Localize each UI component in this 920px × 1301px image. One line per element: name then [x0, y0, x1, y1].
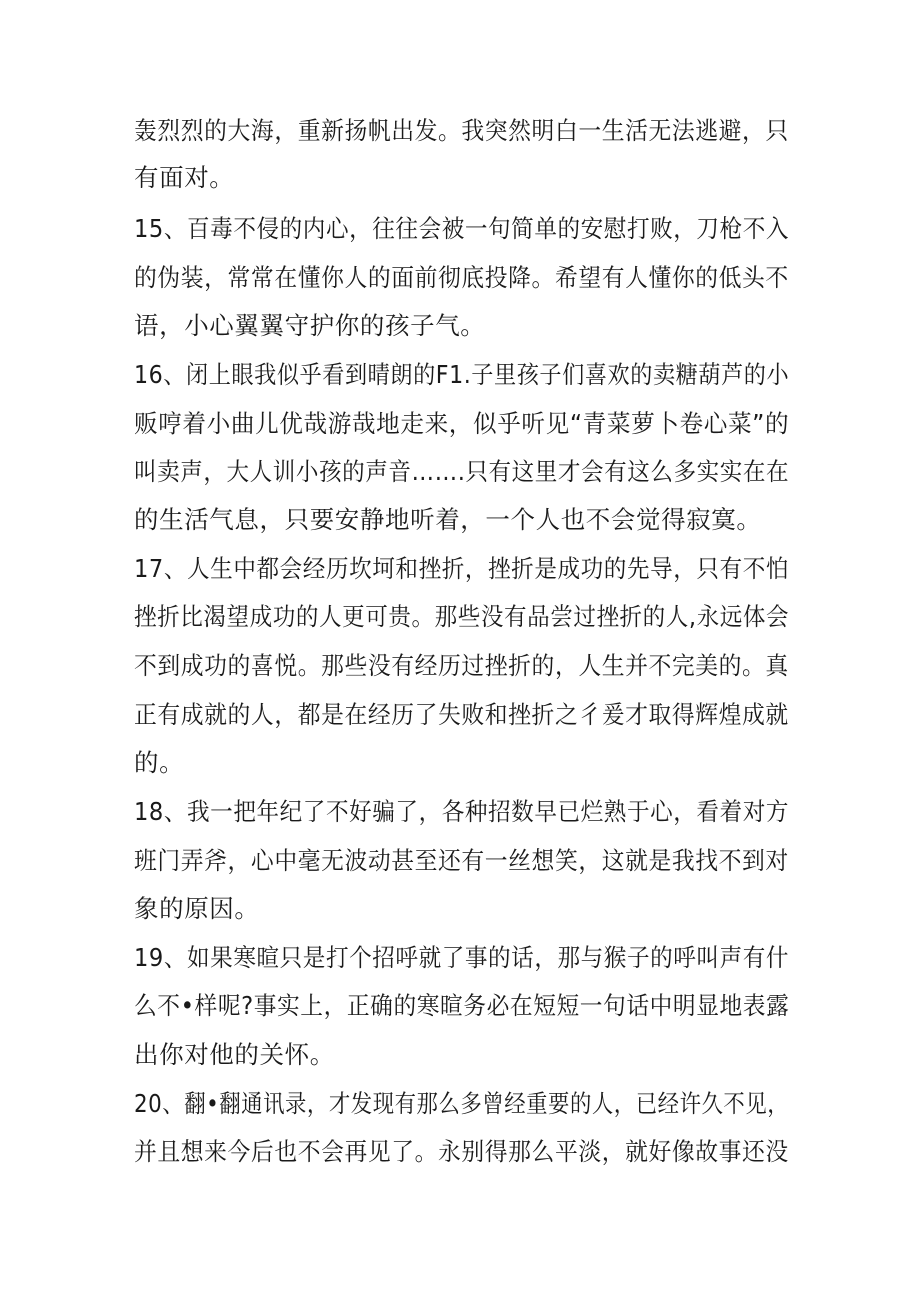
text-line: 语，小心翼翼守护你的孩子气。 [134, 311, 486, 340]
text-line: 班门弄斧，心中毫无波动甚至还有一丝想笑，这就是我找不到对 [134, 846, 789, 875]
text-line: 贩哼着小曲儿优哉游哉地走来，似乎听见“青菜萝卜卷心菜”的 [134, 409, 790, 438]
text-line: 并且想来今后也不会再见了。永别得那么平淡，就好像故事还没 [134, 1137, 789, 1166]
text-line: 么不•样呢?事实上，正确的寒暄务必在短短一句话中明显地表露 [134, 991, 790, 1020]
text-line: 叫卖声，大人训小孩的声音…….只有这里才会有这么多实实在在 [134, 457, 790, 486]
text-line: 20、翻•翻通讯录，才发现有那么多曾经重要的人，已经许久不见， [134, 1089, 790, 1118]
text-line: 轰烈烈的大海，重新扬帆出发。我突然明白一生活无法逃避，只 [134, 116, 789, 145]
text-line: 有面对。 [134, 163, 235, 192]
text-line: 19、如果寒暄只是打个招呼就了事的话，那与猴子的呼叫声有什 [134, 943, 790, 972]
text-line: 出你对他的关怀。 [134, 1040, 335, 1069]
text-line: 的伪装，常常在懂你人的面前彻底投降。希望有人懂你的低头不 [134, 263, 789, 292]
text-line: 的生活气息，只要安静地听着，一个人也不会觉得寂寞。 [134, 505, 762, 534]
text-line: 不到成功的喜悦。那些没有经历过挫折的，人生并不完美的。真 [134, 651, 789, 680]
text-line: 17、人生中都会经历坎坷和挫折，挫折是成功的先导，只有不怕 [134, 554, 790, 583]
text-line: 正有成就的人，都是在经历了失败和挫折之彳爰才取得辉煌成就 [134, 700, 789, 729]
text-line: 的。 [134, 748, 185, 777]
text-line: 18、我一把年纪了不好骗了，各种招数早已烂熟于心，看着对方 [134, 797, 790, 826]
text-line: 象的原因。 [134, 894, 260, 923]
text-line: 15、百毒不侵的内心，往往会被一句简单的安慰打败，刀枪不入 [134, 214, 790, 243]
text-line: 16、闭上眼我似乎看到晴朗的F1.子里孩子们喜欢的卖糖葫芦的小 [134, 360, 790, 389]
text-line: 挫折比渴望成功的人更可贵。那些没有品尝过挫折的人,永远体会 [134, 602, 790, 631]
